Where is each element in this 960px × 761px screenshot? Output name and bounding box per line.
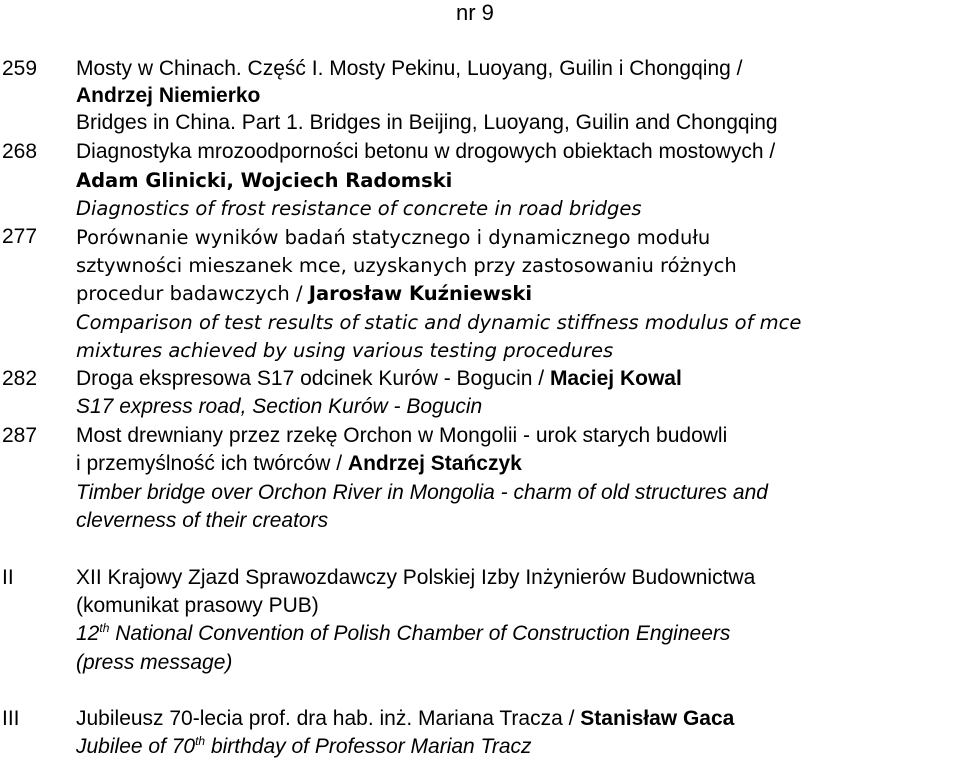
entry-title-pl: sztywności mieszanek mce, uzyskanych przy zastosowaniu różnych	[76, 254, 737, 277]
entry-title-pl: Most drewniany przez rzekę Orchon w Mongolii - urok starych budowli	[76, 424, 728, 447]
entry-title-pl-part: Droga ekspresowa S17 odcinek Kurów - Bogucin /	[76, 367, 545, 390]
entry-title-pl: XII Krajowy Zjazd Sprawozdawczy Polskiej Izby Inżynierów Budownictwa	[76, 566, 756, 589]
entry-title-pl	[76, 367, 682, 391]
entry-title-en: Diagnostics of frost resistance of concrete in road bridges	[76, 197, 642, 220]
entry-title-pl: Mosty w Chinach. Część I. Mosty Pekinu, Luoyang, Guilin i Chongqing /	[76, 57, 743, 80]
page-number: II	[2, 566, 14, 589]
entry-title-en: (press message)	[76, 651, 233, 674]
entry-title-pl: Diagnostyka mrozoodporności betonu w drogowych obiektach mostowych /	[76, 140, 776, 163]
entry-author: Andrzej Stańczyk	[347, 452, 522, 475]
entry-title-en: cleverness of their creators	[76, 509, 329, 532]
superscript: th	[195, 734, 206, 748]
entry-author: Andrzej Niemierko	[76, 84, 261, 107]
entry-title-pl	[76, 707, 734, 731]
entry-title-pl-part: i przemyślność ich twórców /	[76, 452, 343, 475]
entry-title-pl: Porównanie wyników badań statycznego i dynamicznego modułu	[76, 226, 711, 249]
entry-title-en: Bridges in China. Part 1. Bridges in Beijing, Luoyang, Guilin and Chongqing	[76, 111, 778, 134]
entry-author: Adam Glinicki, Wojciech Radomski	[76, 169, 453, 192]
issue-number: nr 9	[456, 0, 494, 25]
entry-title-pl	[76, 452, 522, 476]
entry-title-en-part: 12	[76, 622, 100, 645]
entry-title-en-part: birthday of Professor Marian Tracz	[205, 735, 532, 758]
superscript: th	[99, 621, 110, 635]
entry-title-en	[76, 622, 730, 646]
entry-title-pl-part: procedur badawczych /	[76, 282, 303, 305]
entry-title-pl-part: Jubileusz 70-lecia prof. dra hab. inż. Mariana Tracza /	[76, 707, 575, 730]
entry-title-en: mixtures achieved by using various testing procedures	[76, 339, 614, 362]
entry-title-pl	[76, 282, 532, 305]
page-number: 277	[2, 225, 38, 248]
entry-title-en-part: Jubilee of 70	[76, 735, 196, 758]
entry-title-en: Comparison of test results of static and dynamic stiffness modulus of mce	[76, 311, 802, 334]
entry-title-en: Timber bridge over Orchon River in Mongolia - charm of old structures and	[76, 481, 768, 504]
page-number: 282	[2, 367, 38, 390]
entry-title-en	[76, 735, 532, 759]
entry-author: Maciej Kowal	[549, 367, 682, 390]
entry-author: Stanisław Gaca	[580, 707, 735, 730]
entry-author: Jarosław Kuźniewski	[308, 282, 533, 305]
entry-title-en: S17 express road, Section Kurów - Bogucin	[76, 395, 483, 418]
page-number: III	[2, 707, 20, 730]
entry-title-pl: (komunikat prasowy PUB)	[76, 594, 319, 617]
page-number: 268	[2, 140, 38, 163]
page-number: 259	[2, 57, 38, 80]
entry-title-en-part: National Convention of Polish Chamber of Construction Engineers	[109, 622, 731, 645]
page-number: 287	[2, 424, 38, 447]
